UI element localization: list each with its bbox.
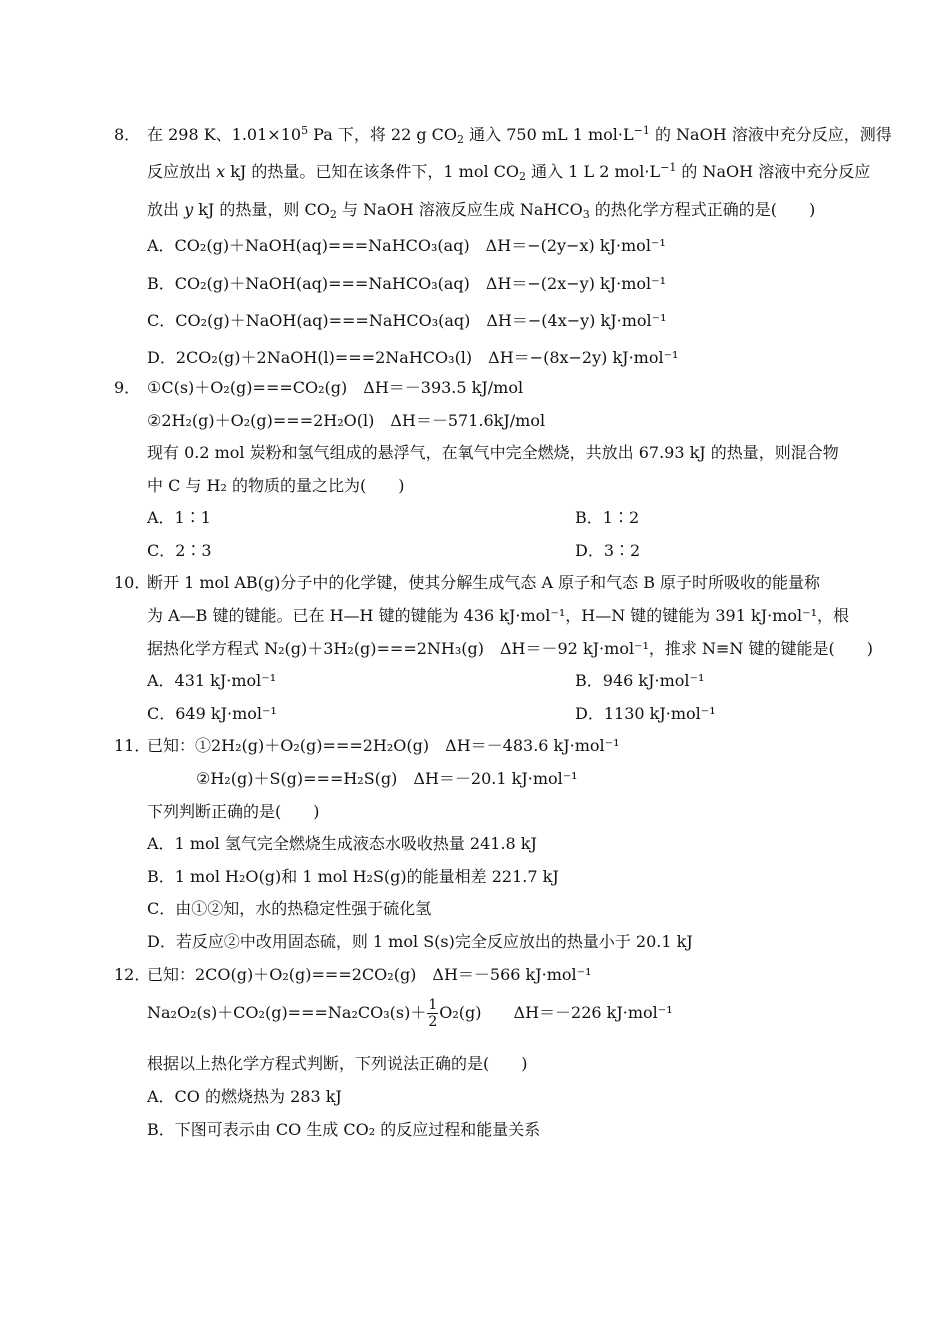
q8-number: 8． — [114, 125, 141, 144]
q10-option-c: C．649 kJ·mol⁻¹ — [147, 704, 277, 723]
q11-stem: 下列判断正确的是( ) — [147, 802, 320, 821]
q8-stem-line3: 放出 y kJ 的热量，则 $CO_2$ 与 NaOH 溶液反应生成 NaHCO$_3$ 的热化学方程式正确的是( ) — [147, 200, 816, 221]
q12-equation-1: 已知：2CO(g)＋O₂(g)===2CO₂(g) ΔH＝－566 kJ·mol⁻¹ — [147, 965, 592, 984]
q10-option-b: B．946 kJ·mol⁻¹ — [575, 671, 705, 690]
q8-option-b: B．CO₂(g)＋NaOH(aq)===NaHCO₃(aq) ΔH＝−(2x−y) kJ·mol⁻¹ — [147, 274, 666, 293]
q9-equation-2: ②2H₂(g)＋O₂(g)===2H₂O(l) ΔH＝－571.6kJ/mol — [147, 411, 546, 430]
q12-option-b: B．下图可表示由 CO 生成 CO₂ 的反应过程和能量关系 — [147, 1120, 541, 1139]
q10-stem-line3: 据热化学方程式 N₂(g)＋3H₂(g)===2NH₃(g) ΔH＝－92 kJ·mol⁻¹，推求 N≡N 键的键能是( ) — [147, 639, 873, 658]
q10-number: 10． — [114, 573, 151, 592]
q12-equation-2: Na₂O₂(s)＋CO₂(g)===Na₂CO₃(s)＋ $\frac{1}{2}$ O₂(g) ΔH＝－226 kJ·mol⁻¹ — [147, 997, 673, 1030]
q9-stem-line1: 现有 0.2 mol 炭粉和氢气组成的悬浮气，在氧气中完全燃烧，共放出 67.93 kJ 的热量，则混合物 — [147, 443, 839, 462]
q8-option-c: C．CO₂(g)＋NaOH(aq)===NaHCO₃(aq) ΔH＝−(4x−y) kJ·mol⁻¹ — [147, 311, 667, 330]
q11-equation-2: ②H₂(g)＋S(g)===H₂S(g) ΔH＝－20.1 kJ·mol⁻¹ — [196, 769, 578, 788]
q11-option-b: B．1 mol H₂O(g)和 1 mol H₂S(g)的能量相差 221.7 kJ — [147, 867, 559, 886]
q10-stem-line2: 为 A—B 键的键能。已在 H—H 键的键能为 436 kJ·mol⁻¹，H—N 键的键能为 391 kJ·mol⁻¹，根 — [147, 606, 849, 625]
q9-option-b: B．1∶2 — [575, 508, 640, 527]
half-fraction: $\frac{1}{2}$ — [428, 997, 438, 1030]
q11-number: 11． — [114, 736, 151, 755]
q12-option-a: A．CO 的燃烧热为 283 kJ — [147, 1087, 342, 1106]
q10-stem-line1: 断开 1 mol AB(g)分子中的化学键，使其分解生成气态 A 原子和气态 B 原子时所吸收的能量称 — [147, 573, 821, 592]
q9-equation-1: ①C(s)＋O₂(g)===CO₂(g) ΔH＝－393.5 kJ/mol — [147, 378, 524, 397]
q9-option-a: A．1∶1 — [147, 508, 211, 527]
q8-stem-line2: 反应放出 x kJ 的热量。已知在该条件下，1 mol $CO_2$ 通入 1 L 2 $mol\cdot L^{-1}$ 的 NaOH 溶液中充分反应 — [147, 161, 871, 183]
q8-option-a: A．CO₂(g)＋NaOH(aq)===NaHCO₃(aq) ΔH＝−(2y−x) kJ·mol⁻¹ — [147, 236, 666, 255]
q12-stem: 根据以上热化学方程式判断，下列说法正确的是( ) — [147, 1054, 528, 1073]
q11-option-a: A．1 mol 氢气完全燃烧生成液态水吸收热量 241.8 kJ — [147, 834, 537, 853]
q9-option-d: D．3∶2 — [575, 541, 641, 560]
q8-option-d: D．2CO₂(g)＋2NaOH(l)===2NaHCO₃(l) ΔH＝−(8x−2y) kJ·mol⁻¹ — [147, 348, 679, 367]
q10-option-d: D．1130 kJ·mol⁻¹ — [575, 704, 716, 723]
q11-option-d: D．若反应②中改用固态硫，则 1 mol S(s)完全反应放出的热量小于 20.1 kJ — [147, 932, 693, 951]
q12-number: 12． — [114, 965, 151, 984]
q10-option-a: A．431 kJ·mol⁻¹ — [147, 671, 277, 690]
q8-stem-line1: 在 298 K、$1.01\times 10^5$ Pa 下，将 22 g $CO_2$ 通入 750 mL 1 $mol\cdot L^{-1}$ 的 NaOH 溶液中充分反应，测得 — [147, 124, 892, 146]
q9-option-c: C．2∶3 — [147, 541, 212, 560]
q11-option-c: C．由①②知，水的热稳定性强于硫化氢 — [147, 899, 432, 918]
q9-stem-line2: 中 C 与 H₂ 的物质的量之比为( ) — [147, 476, 405, 495]
q11-equation-1: 已知：①2H₂(g)＋O₂(g)===2H₂O(g) ΔH＝－483.6 kJ·mol⁻¹ — [147, 736, 620, 755]
q9-number: 9． — [114, 378, 141, 397]
